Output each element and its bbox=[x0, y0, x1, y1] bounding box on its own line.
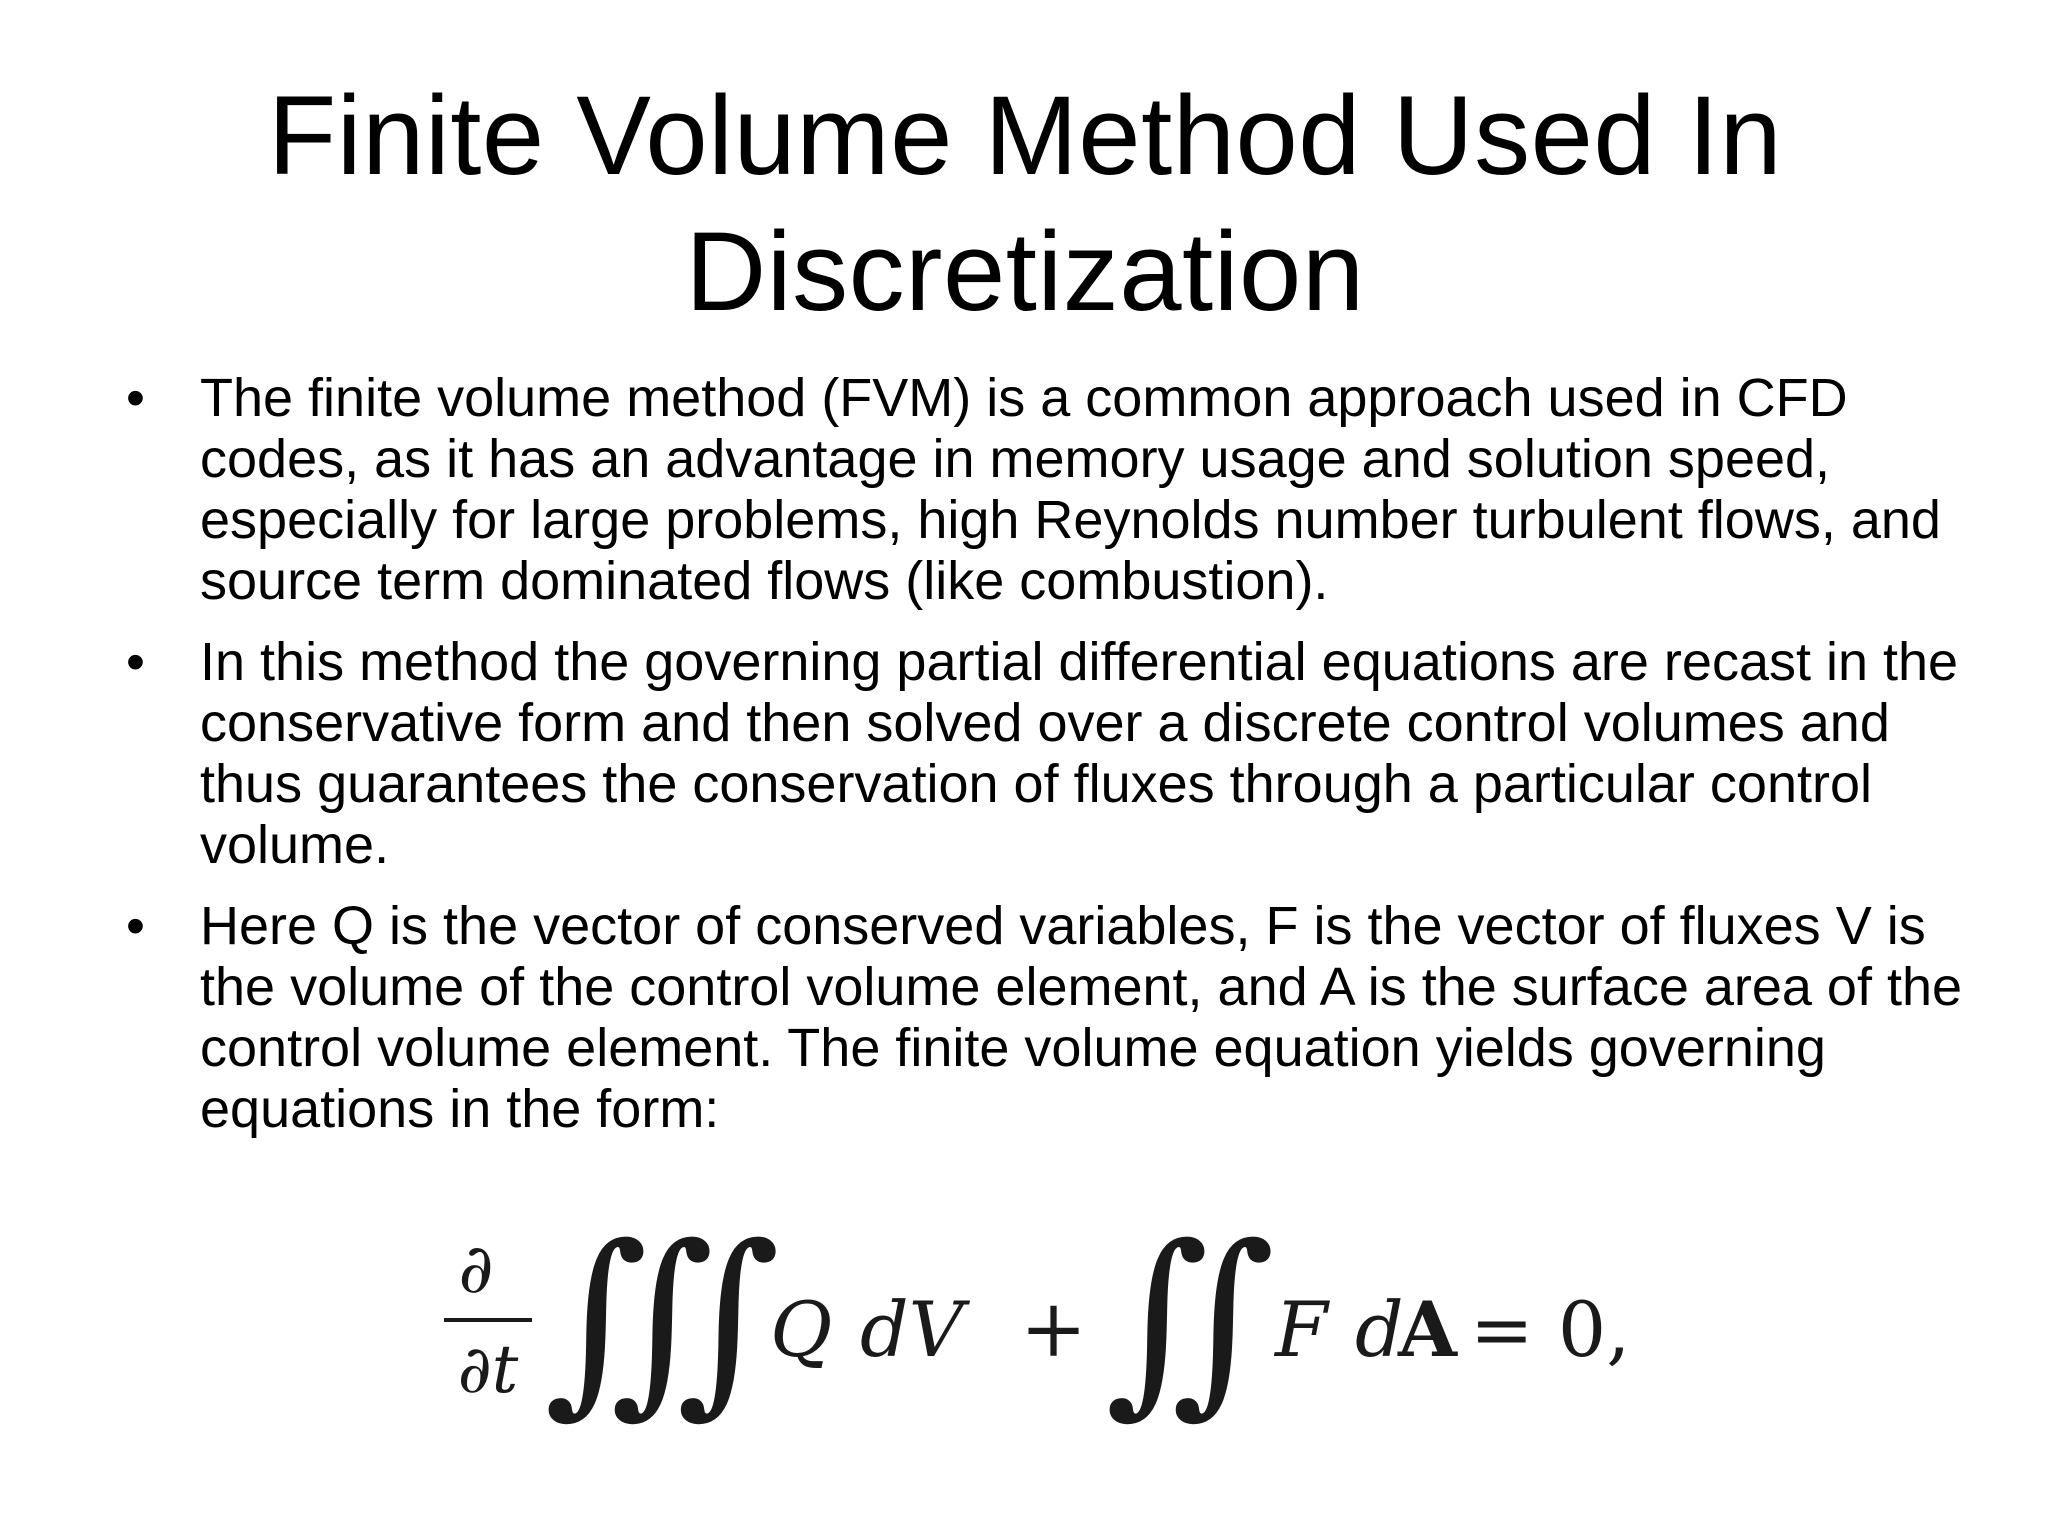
slide-title bbox=[160, 68, 1890, 340]
bullet-text: In this method the governing partial differential equations are recast in the conservative form and then solved over a discrete control volumes and thus guarantees the conservation of fluxes through a particular control volume. bbox=[200, 632, 1959, 875]
equals-zero: = 0, bbox=[1470, 1285, 1631, 1374]
variable-f: F bbox=[1275, 1285, 1328, 1374]
area-vector-a: A bbox=[1398, 1285, 1457, 1374]
bullet-text: The finite volume method (FVM) is a common approach used in CFD codes, as it has an advantage in memory usage and solution speed, especially for large problems, high Reynolds number turbulent flows, and source term dominated flows (like combustion). bbox=[200, 368, 1941, 611]
bullet-item bbox=[118, 368, 1988, 612]
partial-denominator: ∂t bbox=[457, 1331, 519, 1408]
bullet-dot-icon: • bbox=[126, 896, 145, 956]
partial-numerator: ∂ bbox=[458, 1230, 494, 1309]
variable-q: Q bbox=[770, 1285, 833, 1374]
bullet-dot-icon: • bbox=[126, 368, 145, 428]
governing-equation bbox=[440, 1210, 1690, 1470]
bullet-dot-icon: • bbox=[126, 632, 145, 692]
differential-d: d bbox=[1355, 1285, 1404, 1374]
differential-dv: dV bbox=[860, 1285, 964, 1374]
title-line-2: Discretization bbox=[685, 209, 1365, 334]
bullet-list bbox=[118, 368, 1988, 1160]
triple-integral-icon: ∭ bbox=[544, 1210, 781, 1436]
bullet-text: Here Q is the vector of conserved variables, F is the vector of fluxes V is the volume of the control volume element, and A is the surface area of the control volume element. The finite volume equation yields governing equations in the form: bbox=[200, 896, 1963, 1139]
bullet-item bbox=[118, 896, 1988, 1140]
title-line-1: Finite Volume Method Used In bbox=[267, 73, 1783, 198]
plus-sign: + bbox=[1020, 1282, 1088, 1375]
double-integral-icon: ∬ bbox=[1105, 1210, 1276, 1436]
bullet-item bbox=[118, 632, 1988, 876]
